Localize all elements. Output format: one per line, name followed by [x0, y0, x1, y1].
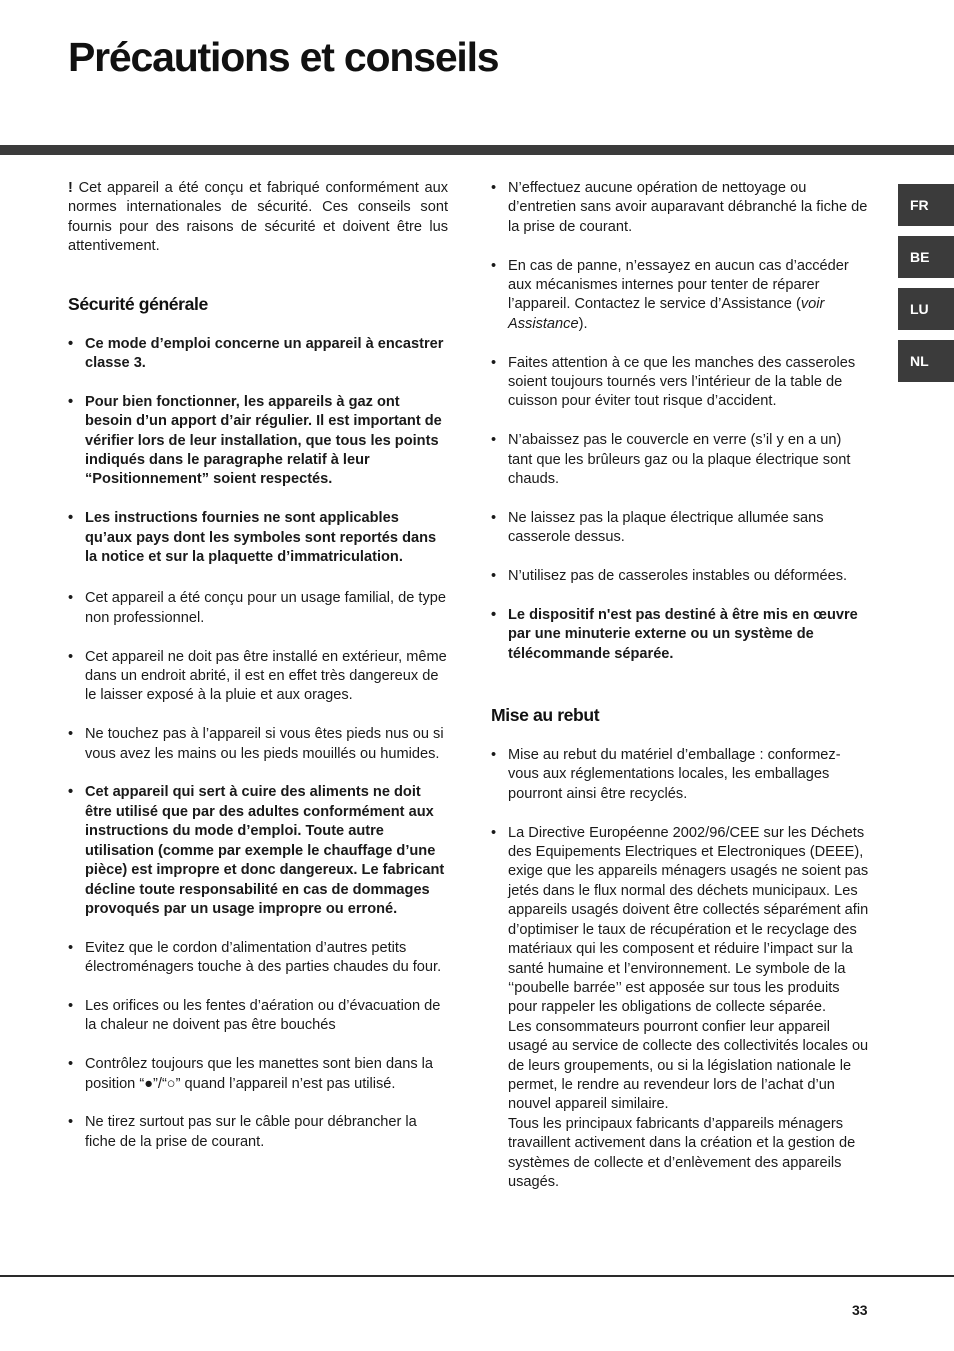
list-item-text: En cas de panne, n’essayez en aucun cas d’accéder aux mécanismes internes pour tenter de réparer l’appareil. Contactez le service d’Assistance ( [508, 257, 849, 313]
page-title: Précautions et conseils [68, 34, 499, 80]
list-item: • Ne tirez surtout pas sur le câble pour débrancher la fiche de la prise de courant. [68, 1113, 448, 1152]
list-item: • N’effectuez aucune opération de nettoyage ou d’entretien sans avoir auparavant débranché la fiche de la prise de courant. [491, 179, 869, 237]
section-heading-securite: Sécurité générale [68, 293, 208, 314]
list-item: • Cet appareil qui sert à cuire des aliments ne doit être utilisé que par des adultes conformément aux instructions du mode d’emploi. Toute autre utilisation (comme par exemple le chauffage d’une pièce) est impropre et donc dangereux. Le fabricant décline toute responsabilité en cas de dommages provoqués par un usage impropre ou erroné. [68, 783, 448, 919]
list-item: • Ne touchez pas à l’appareil si vous êtes pieds nus ou si vous avez les mains ou les pieds mouillés ou humides. [68, 725, 448, 764]
lang-tab-nl[interactable]: NL [898, 340, 954, 382]
list-item-text-end: ). [578, 315, 588, 332]
footer-rule [0, 1275, 954, 1277]
list-item: • N’abaissez pas le couvercle en verre (s’il y en a un) tant que les brûleurs gaz ou la plaque électrique sont chauds. [491, 431, 869, 489]
lang-tab-be[interactable]: BE [898, 236, 954, 278]
intro-paragraph [68, 179, 448, 257]
page-number: 33 [852, 1302, 868, 1318]
list-item: • Faites attention à ce que les manches des casseroles soient toujours tournés vers l’intérieur de la table de cuisson pour éviter tout risque d’accident. [491, 354, 869, 412]
directive-text: • La Directive Européenne 2002/96/CEE sur les Déchets des Equipements Electriques et Electroniques (DEEE), exige que les appareils ménagers usagés ne soient pas jetés dans le flux normal des déchets municipaux. Les appareils usagés doivent être collectés séparément afin d’optimiser le taux de récupération et le recyclage des matériaux qui les composent et réduire l’impact sur la santé humaine et l’environnement. Le symbole de la ‘‘poubelle barrée’’ est apposée sur tous les produits pour rappeler les obligations de collecte séparée. [508, 824, 869, 1016]
list-item: • Ce mode d’emploi concerne un appareil à encastrer classe 3. [68, 335, 448, 374]
list-item [491, 257, 869, 335]
list-item [491, 824, 869, 1193]
lang-tab-lu[interactable]: LU [898, 288, 954, 330]
list-item: • Contrôlez toujours que les manettes sont bien dans la position “●”/“○” quand l’appareil n’est pas utilisé. [68, 1055, 448, 1094]
right-column [491, 179, 869, 1212]
list-item: • Le dispositif n'est pas destiné à être mis en œuvre par une minuterie externe ou un système de télécommande séparée. [491, 606, 869, 664]
list-item: • Pour bien fonctionner, les appareils à gaz ont besoin d’un apport d’air régulier. Il est important de vérifier lors de leur installation, que tous les points indiqués dans le paragraphe relatif à leur “Positionnement” soient respectés. [68, 393, 448, 490]
list-item: • Cet appareil ne doit pas être installé en extérieur, même dans un endroit abrité, il est en effet très dangereux de le laisser exposé à la pluie et aux orages. [68, 648, 448, 706]
list-item: • Evitez que le cordon d’alimentation d’autres petits électroménagers touche à des parties chaudes du four. [68, 939, 448, 978]
securite-list-continued [491, 179, 869, 664]
section-heading-rebut: Mise au rebut [491, 705, 600, 726]
list-item: • Les instructions fournies ne sont applicables qu’aux pays dont les symboles sont reportés dans la notice et sur la plaquette d’immatriculation. [68, 509, 448, 567]
assistance-reference[interactable]: voir Assistance [508, 296, 825, 332]
directive-para-3: Tous les principaux fabricants d’appareils ménagers travaillent activement dans la création et la gestion de systèmes de collecte et d’enlèvement des appareils usagés. [508, 1115, 856, 1190]
list-item: • N’utilisez pas de casseroles instables ou déformées. [491, 567, 869, 586]
list-item: • Cet appareil a été conçu pour un usage familial, de type non professionnel. [68, 589, 448, 628]
list-item: • Ne laissez pas la plaque électrique allumée sans casserole dessus. [491, 509, 869, 548]
list-item: • Les orifices ou les fentes d’aération ou d’évacuation de la chaleur ne doivent pas être bouchés [68, 997, 448, 1036]
directive-para-2: Les consommateurs pourront confier leur appareil usagé au service de collecte des collectivités locales ou de leurs groupements, ou si la législation nationale le permet, le rendre au revendeur lors de l’achat d’un nouvel appareil similaire. [508, 1018, 869, 1113]
rebut-list [491, 746, 869, 1192]
left-column [68, 179, 448, 1172]
list-item: • Mise au rebut du matériel d’emballage : conformez-vous aux réglementations locales, les emballages pourront ainsi être recyclés. [491, 746, 869, 804]
intro-text: Cet appareil a été conçu et fabriqué conformément aux normes internationales de sécurité. Ces conseils sont fournis pour des raisons de sécurité et doivent être lus attentivement. [68, 180, 448, 255]
warning-mark: ! [68, 180, 73, 196]
lang-tab-fr[interactable]: FR [898, 184, 954, 226]
header-rule [0, 145, 954, 155]
securite-list [68, 335, 448, 1153]
